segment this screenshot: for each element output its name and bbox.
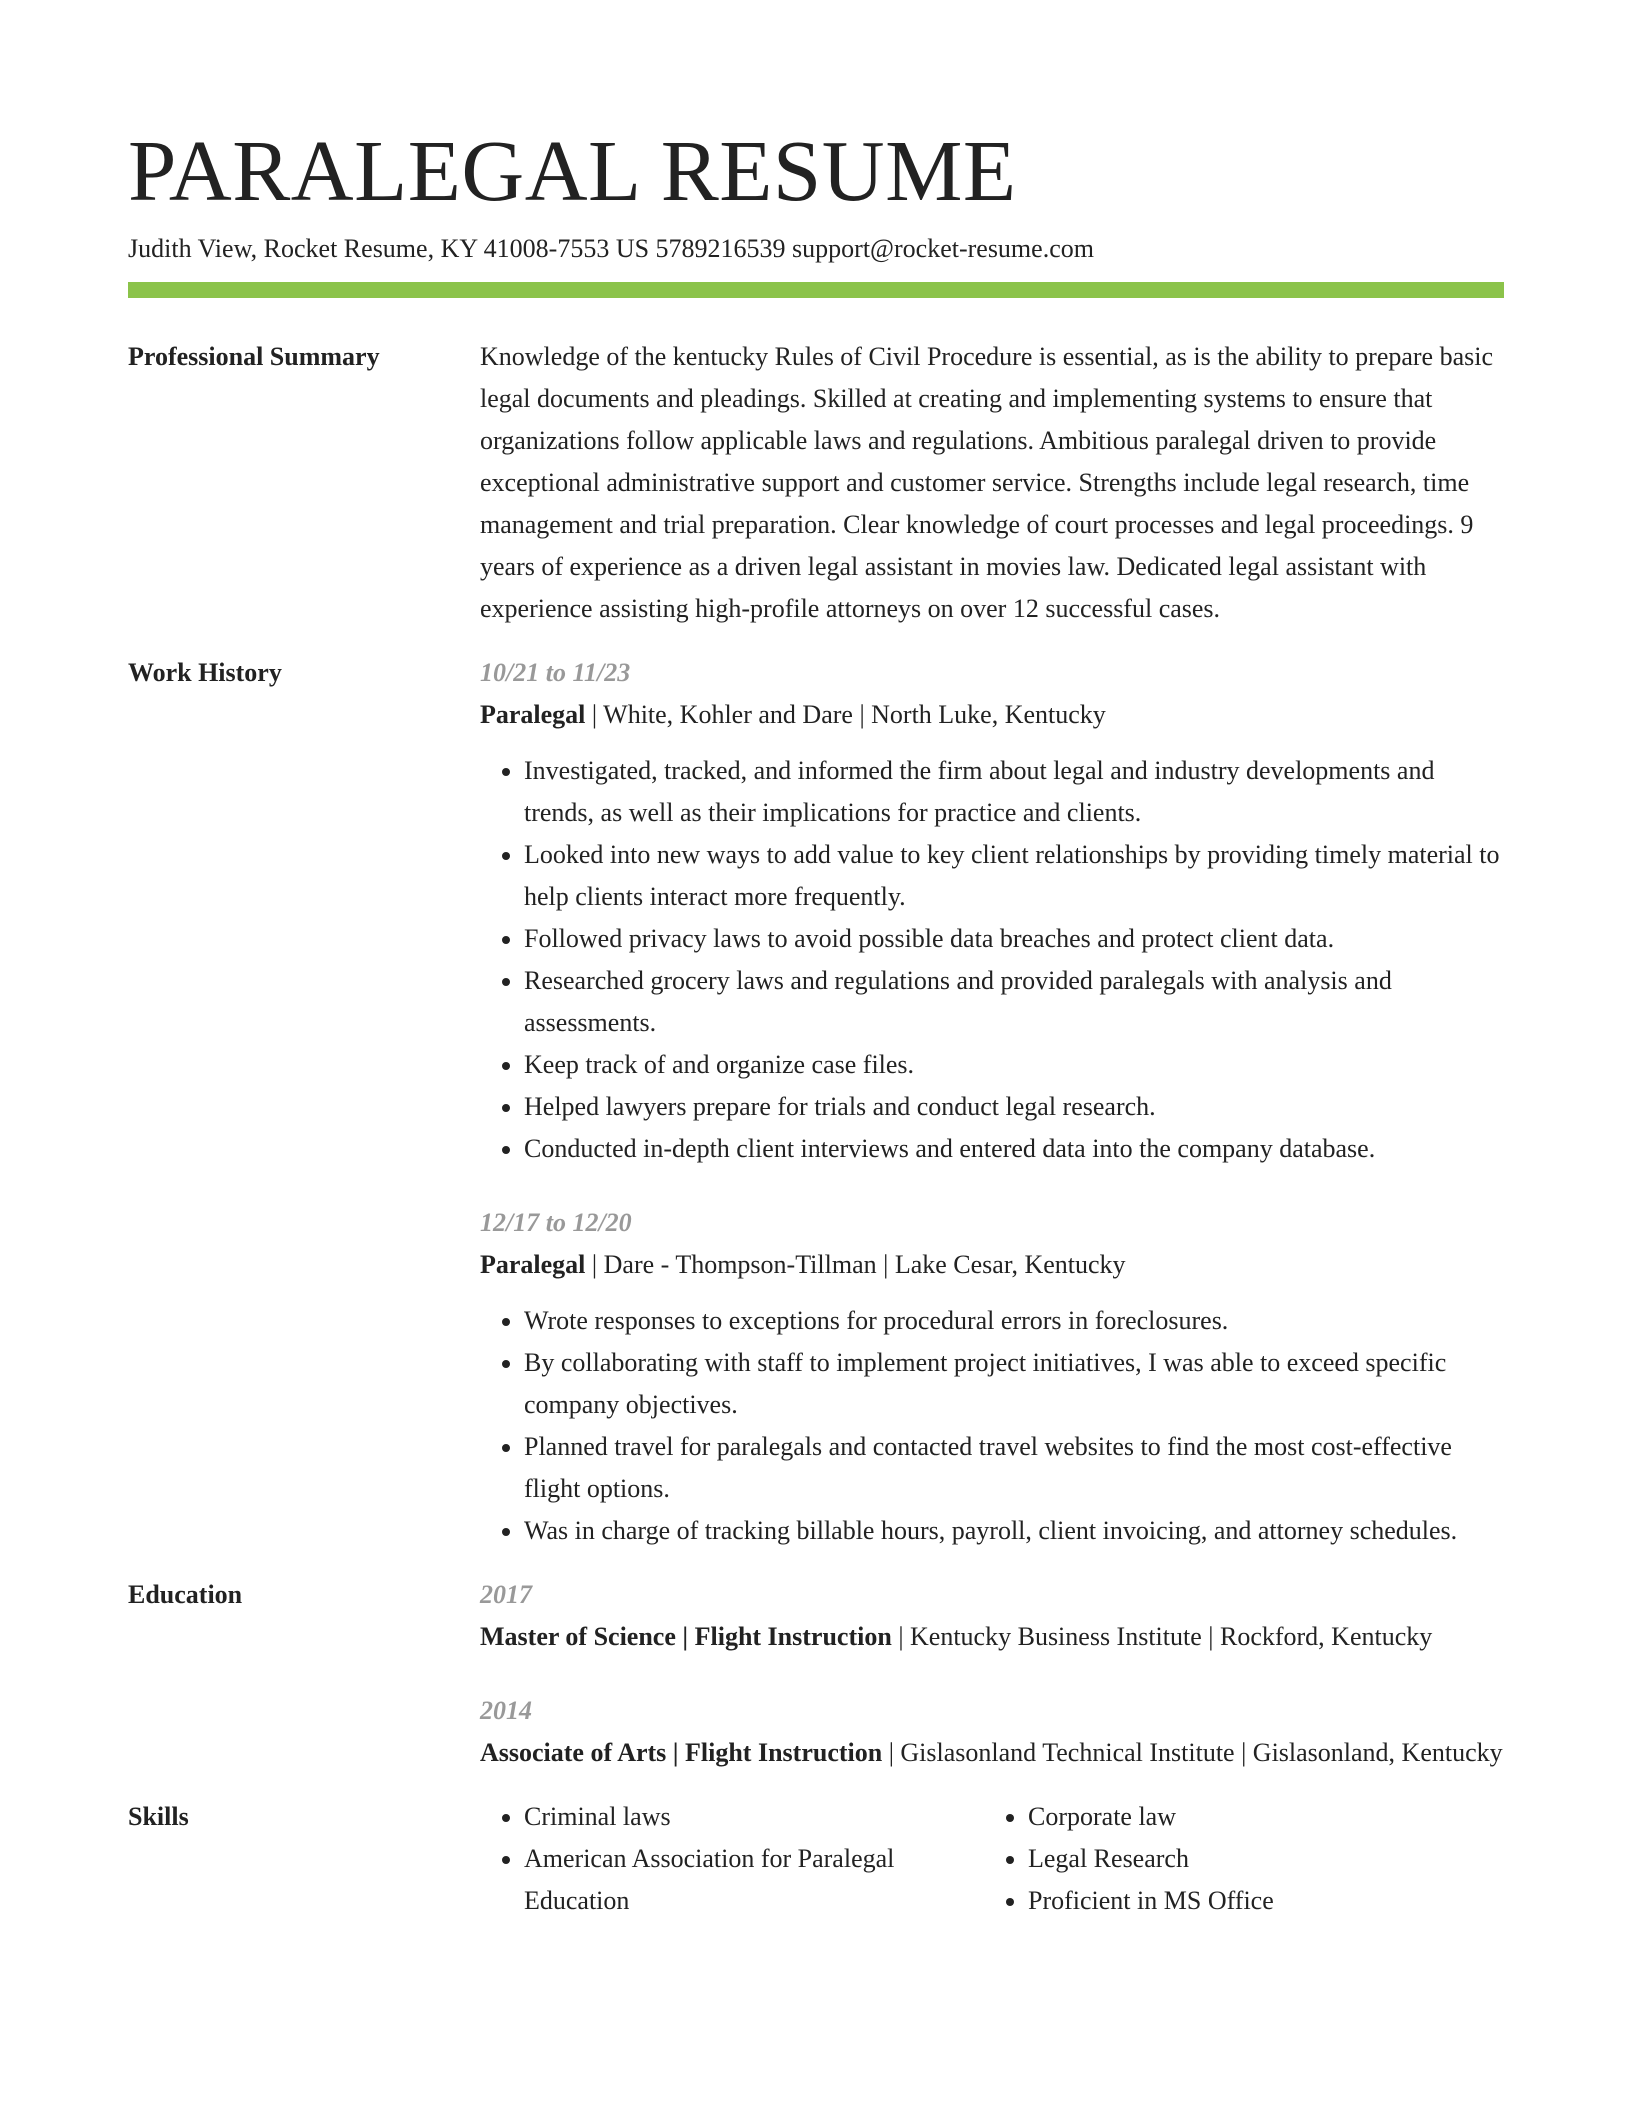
education-year: 2017 (480, 1580, 532, 1609)
list-item: • American Association for Paralegal Education (524, 1838, 984, 1922)
education-section (128, 1574, 1504, 1774)
list-item: • Followed privacy laws to avoid possible data breaches and protect client data. (524, 918, 1504, 960)
list-item: • Researched grocery laws and regulations and provided paralegals with analysis and assessments. (524, 960, 1504, 1044)
list-item: • Legal Research (1028, 1838, 1488, 1880)
education-entry (480, 1690, 1504, 1774)
resume-page (128, 0, 1504, 1922)
education-line (480, 1616, 1504, 1658)
list-item: • Investigated, tracked, and informed the firm about legal and industry developments and trends, as well as their implications for practice and clients. (524, 750, 1504, 834)
skills-section (128, 1796, 1504, 1922)
summary-section (128, 336, 1504, 630)
job-role: Paralegal (480, 700, 586, 729)
section-title: Education (128, 1580, 243, 1609)
education-entry (480, 1574, 1504, 1658)
work-history-section (128, 652, 1504, 1552)
job-bullets (480, 750, 1504, 1170)
list-item: • Looked into new ways to add value to key client relationships by providing timely material to help clients interact more frequently. (524, 834, 1504, 918)
education-year: 2014 (480, 1696, 532, 1725)
job-details: | White, Kohler and Dare | North Luke, Kentucky (585, 700, 1106, 729)
list-item: • Was in charge of tracking billable hours, payroll, client invoicing, and attorney schedules. (524, 1510, 1504, 1552)
section-title: Professional Summary (128, 342, 380, 371)
education-line (480, 1732, 1504, 1774)
job-role: Paralegal (480, 1250, 586, 1279)
skills-list-left (480, 1796, 984, 1922)
list-item: • Proficient in MS Office (1028, 1880, 1488, 1922)
list-item: • Criminal laws (524, 1796, 984, 1838)
skills-grid (480, 1796, 1504, 1922)
education-degree: Associate of Arts | Flight Instruction (480, 1738, 883, 1767)
list-item: • Wrote responses to exceptions for procedural errors in foreclosures. (524, 1300, 1504, 1342)
contact-line: Judith View, Rocket Resume, KY 41008-7553 US 5789216539 support@rocket-resume.com (128, 234, 1094, 263)
list-item: • Helped lawyers prepare for trials and conduct legal research. (524, 1086, 1504, 1128)
header-divider (128, 282, 1504, 298)
section-title: Work History (128, 658, 282, 687)
summary-text: Knowledge of the kentucky Rules of Civil Procedure is essential, as is the ability to prepare basic legal documents and pleadings. Skilled at creating and implementing systems to ensure that organizations follow applicable laws and regulations. Ambitious paralegal driven to provide exceptional administrative support and customer service. Strengths include legal research, time management and trial preparation. Clear knowledge of court processes and legal proceedings. 9 years of experience as a driven legal assistant in movies law. Dedicated legal assistant with experience assisting high-profile attorneys on over 12 successful cases. (480, 342, 1494, 623)
job-dates: 12/17 to 12/20 (480, 1208, 632, 1237)
job-title-line (480, 1244, 1504, 1286)
job-entry (480, 652, 1504, 1170)
job-title-line (480, 694, 1504, 736)
job-entry (480, 1202, 1504, 1552)
job-details: | Dare - Thompson-Tillman | Lake Cesar, Kentucky (585, 1250, 1126, 1279)
skills-list-right (984, 1796, 1488, 1922)
education-details: | Kentucky Business Institute | Rockford, Kentucky (891, 1622, 1433, 1651)
section-title: Skills (128, 1802, 189, 1831)
job-dates: 10/21 to 11/23 (480, 658, 631, 687)
list-item: • By collaborating with staff to implement project initiatives, I was able to exceed specific company objectives. (524, 1342, 1504, 1426)
resume-title: PARALEGAL RESUME (128, 122, 1017, 219)
list-item: • Conducted in-depth client interviews and entered data into the company database. (524, 1128, 1504, 1170)
education-degree: Master of Science | Flight Instruction (480, 1622, 892, 1651)
list-item: • Planned travel for paralegals and contacted travel websites to find the most cost-effective flight options. (524, 1426, 1504, 1510)
job-bullets (480, 1300, 1504, 1552)
list-item: • Corporate law (1028, 1796, 1488, 1838)
list-item: • Keep track of and organize case files. (524, 1044, 1504, 1086)
education-details: | Gislasonland Technical Institute | Gislasonland, Kentucky (882, 1738, 1503, 1767)
